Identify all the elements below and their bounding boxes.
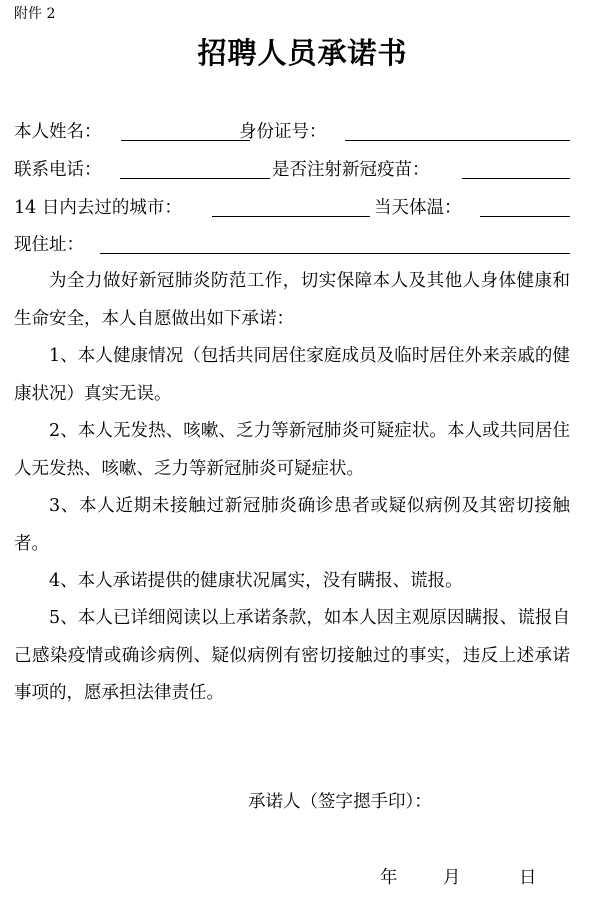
- field-row-name-id: [14, 120, 570, 144]
- page-title: 招聘人员承诺书: [197, 36, 408, 70]
- id-label: 身份证号：: [239, 122, 327, 142]
- temperature-label: 当天体温：: [374, 198, 462, 218]
- field-row-phone-vaccine: [14, 158, 570, 182]
- commitment-item-2: 2、本人无发热、咳嗽、乏力等新冠肺炎可疑症状。本人或共同居住人无发热、咳嗽、乏力等新冠肺炎可疑症状。: [14, 421, 570, 479]
- intro-paragraph: 为全力做好新冠肺炎防范工作，切实保障本人及其他人身体健康和生命安全，本人自愿做出如下承诺：: [14, 271, 570, 329]
- commitment-item-5: 5、本人已详细阅读以上承诺条款，如本人因主观原因瞒报、谎报自己感染疫情或确诊病例、疑似病例有密切接触过的事实，违反上述承诺事项的，愿承担法律责任。: [14, 608, 570, 703]
- commitment-item-4: 4、本人承诺提供的健康状况属实，没有瞒报、谎报。: [49, 571, 463, 591]
- temperature-blank: [480, 216, 570, 217]
- field-row-cities-temp: [14, 196, 570, 220]
- address-blank: [100, 253, 570, 254]
- attachment-label: 附件 2: [14, 6, 56, 22]
- commitment-item-1: 1、本人健康情况（包括共同居住家庭成员及临时居住外来亲戚的健康状况）真实无误。: [14, 346, 570, 404]
- name-blank: [121, 140, 250, 141]
- field-row-address: [14, 233, 570, 257]
- commitment-item-3: 3、本人近期未接触过新冠肺炎确诊患者或疑似病例及其密切接触者。: [14, 496, 570, 554]
- cities-blank: [212, 216, 370, 217]
- phone-label: 联系电话：: [14, 160, 102, 180]
- id-blank: [345, 140, 570, 141]
- date-month: 月: [443, 868, 461, 888]
- vaccine-label: 是否注射新冠疫苗：: [272, 160, 430, 180]
- vaccine-blank: [462, 178, 570, 179]
- name-label: 本人姓名：: [14, 122, 102, 142]
- date-day: 日: [519, 868, 537, 888]
- cities-label: 14 日内去过的城市：: [14, 198, 182, 218]
- address-label: 现住址：: [14, 235, 84, 255]
- signer-label: 承诺人（签字摁手印）：: [248, 792, 432, 812]
- date-year: 年: [380, 868, 398, 888]
- phone-blank: [120, 178, 270, 179]
